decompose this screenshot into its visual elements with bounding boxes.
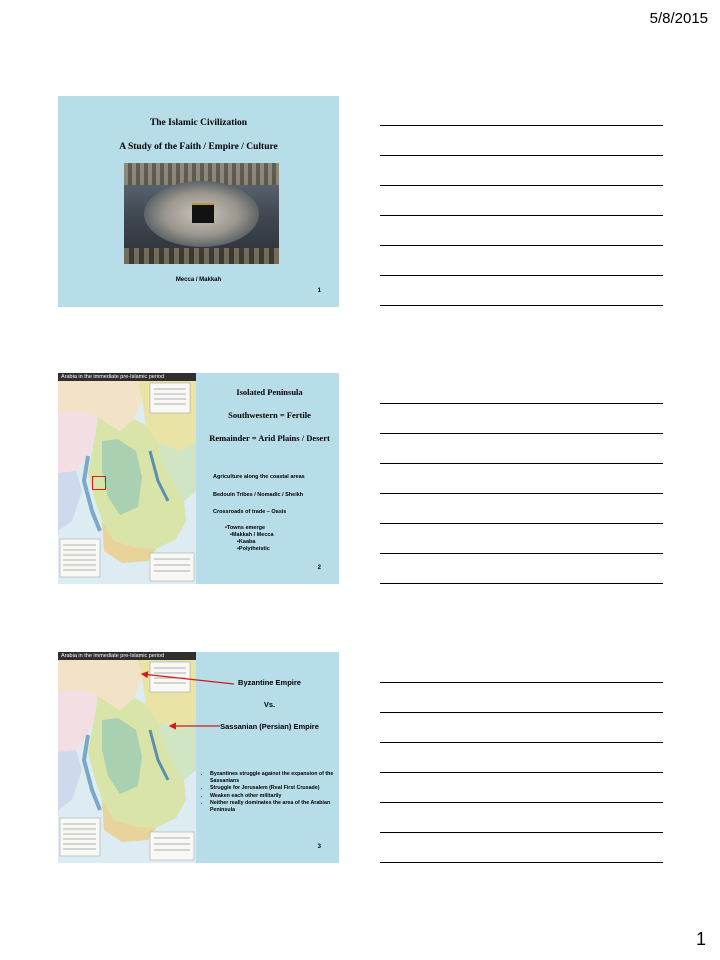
page-date: 5/8/2015	[649, 10, 708, 27]
towns-line-3: •Kaaba	[237, 539, 256, 545]
note-line	[380, 493, 663, 494]
heading-byzantine: Byzantine Empire	[238, 678, 301, 687]
note-line	[380, 712, 663, 713]
note-line	[380, 832, 663, 833]
note-line	[380, 583, 663, 584]
note-line	[380, 403, 663, 404]
note-line	[380, 553, 663, 554]
note-line	[380, 433, 663, 434]
photo-caption: Mecca / Makkah	[175, 277, 222, 283]
slide-number: 3	[317, 844, 321, 850]
page-number: 1	[695, 929, 706, 949]
body-line-3: Crossroads of trade – Oasis	[213, 509, 287, 515]
mecca-photo	[124, 163, 279, 264]
body-line-1: Agriculture along the coastal areas	[213, 474, 305, 480]
slide-number: 1	[317, 288, 321, 294]
note-line	[380, 682, 663, 683]
heading-vs: Vs.	[263, 700, 276, 709]
kaaba-image	[192, 203, 214, 223]
slide-subtitle: A Study of the Faith / Empire / Culture	[119, 142, 278, 152]
heading-3: Remainder = Arid Plains / Desert	[209, 433, 330, 443]
slide-title: The Islamic Civilization	[149, 118, 248, 128]
body-line-2: Bedouin Tribes / Nomadic / Sheikh	[213, 492, 304, 498]
arabia-map	[58, 373, 196, 584]
note-line	[380, 772, 663, 773]
list-item: • Neither really dominates the area of the Arabian Peninsula	[210, 800, 339, 814]
note-line	[380, 275, 663, 276]
note-line	[380, 802, 663, 803]
list-item: • Weaken each other militarily	[210, 793, 339, 800]
list-item: • Byzantines struggle against the expansion of the Sassanians	[210, 771, 339, 785]
heading-1: Isolated Peninsula	[236, 387, 303, 397]
note-line	[380, 185, 663, 186]
note-line	[380, 742, 663, 743]
heading-sassanian: Sassanian (Persian) Empire	[220, 722, 319, 731]
note-line	[380, 523, 663, 524]
note-line	[380, 155, 663, 156]
map-highlight-box	[92, 476, 106, 490]
towns-line-4: •Polytheistic	[237, 546, 270, 552]
note-line	[380, 215, 663, 216]
slide-3	[58, 652, 339, 863]
note-line	[380, 305, 663, 306]
towns-line-1: •Towns emerge	[225, 525, 266, 531]
list-item: • Struggle for Jerusalem (Real First Crusade)	[210, 785, 339, 792]
slide-1	[58, 96, 339, 307]
slide-2	[58, 373, 339, 584]
note-line	[380, 463, 663, 464]
slide-number: 2	[317, 565, 321, 571]
note-line	[380, 245, 663, 246]
bullet-list	[201, 771, 339, 814]
map-title: Arabia in the immediate pre-Islamic period	[58, 652, 196, 660]
note-line	[380, 862, 663, 863]
note-line	[380, 125, 663, 126]
heading-2: Southwestern = Fertile	[228, 410, 311, 420]
map-title: Arabia in the immediate pre-Islamic period	[58, 373, 196, 381]
towns-line-2: •Makkah / Mecca	[230, 532, 274, 538]
